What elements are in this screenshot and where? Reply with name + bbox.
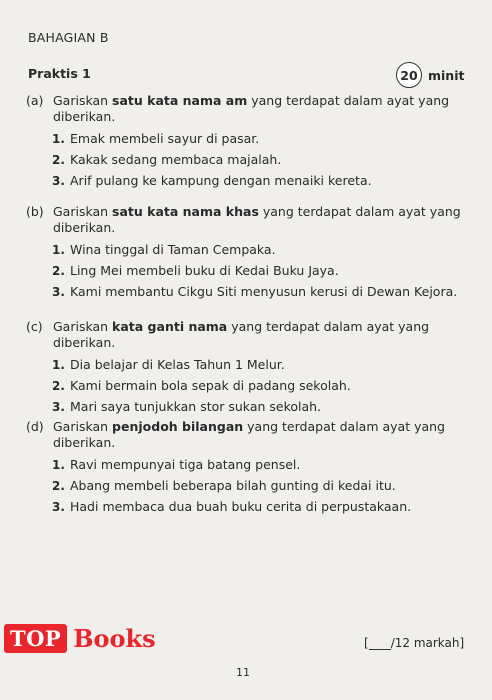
item-number: 3. bbox=[52, 174, 65, 188]
list-item bbox=[52, 457, 466, 478]
list-item bbox=[52, 173, 466, 194]
list-item bbox=[52, 499, 466, 520]
clock-icon bbox=[396, 62, 422, 88]
list-item bbox=[52, 131, 466, 152]
question-letter: (a) bbox=[26, 93, 44, 108]
timer bbox=[396, 62, 464, 88]
list-item bbox=[52, 263, 466, 284]
list-item bbox=[52, 399, 466, 420]
item-list bbox=[26, 131, 466, 194]
item-sentence: Ling Mei membeli buku di Kedai Buku Jaya. bbox=[70, 263, 339, 278]
list-item bbox=[52, 152, 466, 173]
item-sentence: Arif pulang ke kampung dengan menaiki kereta. bbox=[70, 173, 372, 188]
item-sentence: Emak membeli sayur di pasar. bbox=[70, 131, 260, 146]
item-list bbox=[26, 357, 466, 420]
question-d bbox=[26, 419, 466, 520]
question-a bbox=[26, 93, 466, 194]
item-number: 1. bbox=[52, 132, 65, 146]
question-instruction bbox=[53, 93, 466, 125]
instruction-post: yang terdapat dalam ayat yang diberikan. bbox=[53, 419, 445, 450]
page-number: 11 bbox=[236, 666, 250, 679]
timer-unit: minit bbox=[428, 67, 465, 83]
question-letter: (d) bbox=[26, 419, 44, 434]
item-number: 3. bbox=[52, 500, 65, 514]
logo-top: TOP bbox=[4, 624, 67, 653]
item-sentence: Mari saya tunjukkan stor sukan sekolah. bbox=[70, 399, 322, 414]
list-item bbox=[52, 478, 466, 499]
instruction-pre: Gariskan bbox=[53, 319, 113, 334]
question-instruction bbox=[53, 419, 466, 451]
logo-books: Books bbox=[73, 624, 156, 653]
item-number: 3. bbox=[52, 400, 65, 414]
item-number: 1. bbox=[52, 458, 65, 472]
score-text: /12 markah] bbox=[390, 636, 465, 650]
item-sentence: Hadi membaca dua buah buku cerita di perpustakaan. bbox=[70, 499, 412, 514]
item-number: 1. bbox=[52, 358, 65, 372]
question-instruction bbox=[53, 319, 466, 351]
instruction-pre: Gariskan bbox=[53, 204, 113, 219]
item-sentence: Kami membantu Cikgu Siti menyusun kerusi di Dewan Kejora. bbox=[70, 284, 458, 299]
instruction-post: yang terdapat dalam ayat yang diberikan. bbox=[53, 93, 450, 124]
question-instruction bbox=[53, 204, 466, 236]
instruction-pre: Gariskan bbox=[53, 419, 113, 434]
question-letter: (b) bbox=[26, 204, 44, 219]
instruction-keyword: kata ganti nama bbox=[112, 319, 228, 334]
score-box bbox=[364, 636, 464, 650]
question-b bbox=[26, 204, 466, 305]
list-item bbox=[52, 357, 466, 378]
item-sentence: Abang membeli beberapa bilah gunting di kedai itu. bbox=[70, 478, 396, 493]
score-blank bbox=[369, 637, 391, 650]
item-sentence: Kami bermain bola sepak di padang sekolah. bbox=[70, 378, 351, 393]
list-item bbox=[52, 378, 466, 399]
item-list bbox=[26, 242, 466, 305]
item-number: 1. bbox=[52, 243, 65, 257]
timer-minutes: 20 bbox=[400, 67, 418, 83]
item-number: 2. bbox=[52, 264, 65, 278]
item-sentence: Kakak sedang membaca majalah. bbox=[70, 152, 282, 167]
item-sentence: Ravi mempunyai tiga batang pensel. bbox=[70, 457, 301, 472]
question-c bbox=[26, 319, 466, 420]
list-item bbox=[52, 242, 466, 263]
section-title: BAHAGIAN B bbox=[28, 30, 109, 45]
instruction-keyword: satu kata nama khas bbox=[112, 204, 259, 219]
instruction-pre: Gariskan bbox=[53, 93, 113, 108]
score-open-bracket: [ bbox=[364, 636, 369, 650]
item-number: 2. bbox=[52, 479, 65, 493]
instruction-keyword: penjodoh bilangan bbox=[112, 419, 244, 434]
topbooks-logo bbox=[4, 624, 156, 653]
instruction-post: yang terdapat dalam ayat yang diberikan. bbox=[53, 319, 430, 350]
item-number: 2. bbox=[52, 153, 65, 167]
list-item bbox=[52, 284, 466, 305]
praktis-label: Praktis 1 bbox=[28, 66, 91, 81]
instruction-post: yang terdapat dalam ayat yang diberikan. bbox=[53, 204, 461, 235]
question-letter: (c) bbox=[26, 319, 43, 334]
item-number: 2. bbox=[52, 379, 65, 393]
item-sentence: Dia belajar di Kelas Tahun 1 Melur. bbox=[70, 357, 285, 372]
item-list bbox=[26, 457, 466, 520]
item-sentence: Wina tinggal di Taman Cempaka. bbox=[70, 242, 276, 257]
item-number: 3. bbox=[52, 285, 65, 299]
instruction-keyword: satu kata nama am bbox=[112, 93, 248, 108]
